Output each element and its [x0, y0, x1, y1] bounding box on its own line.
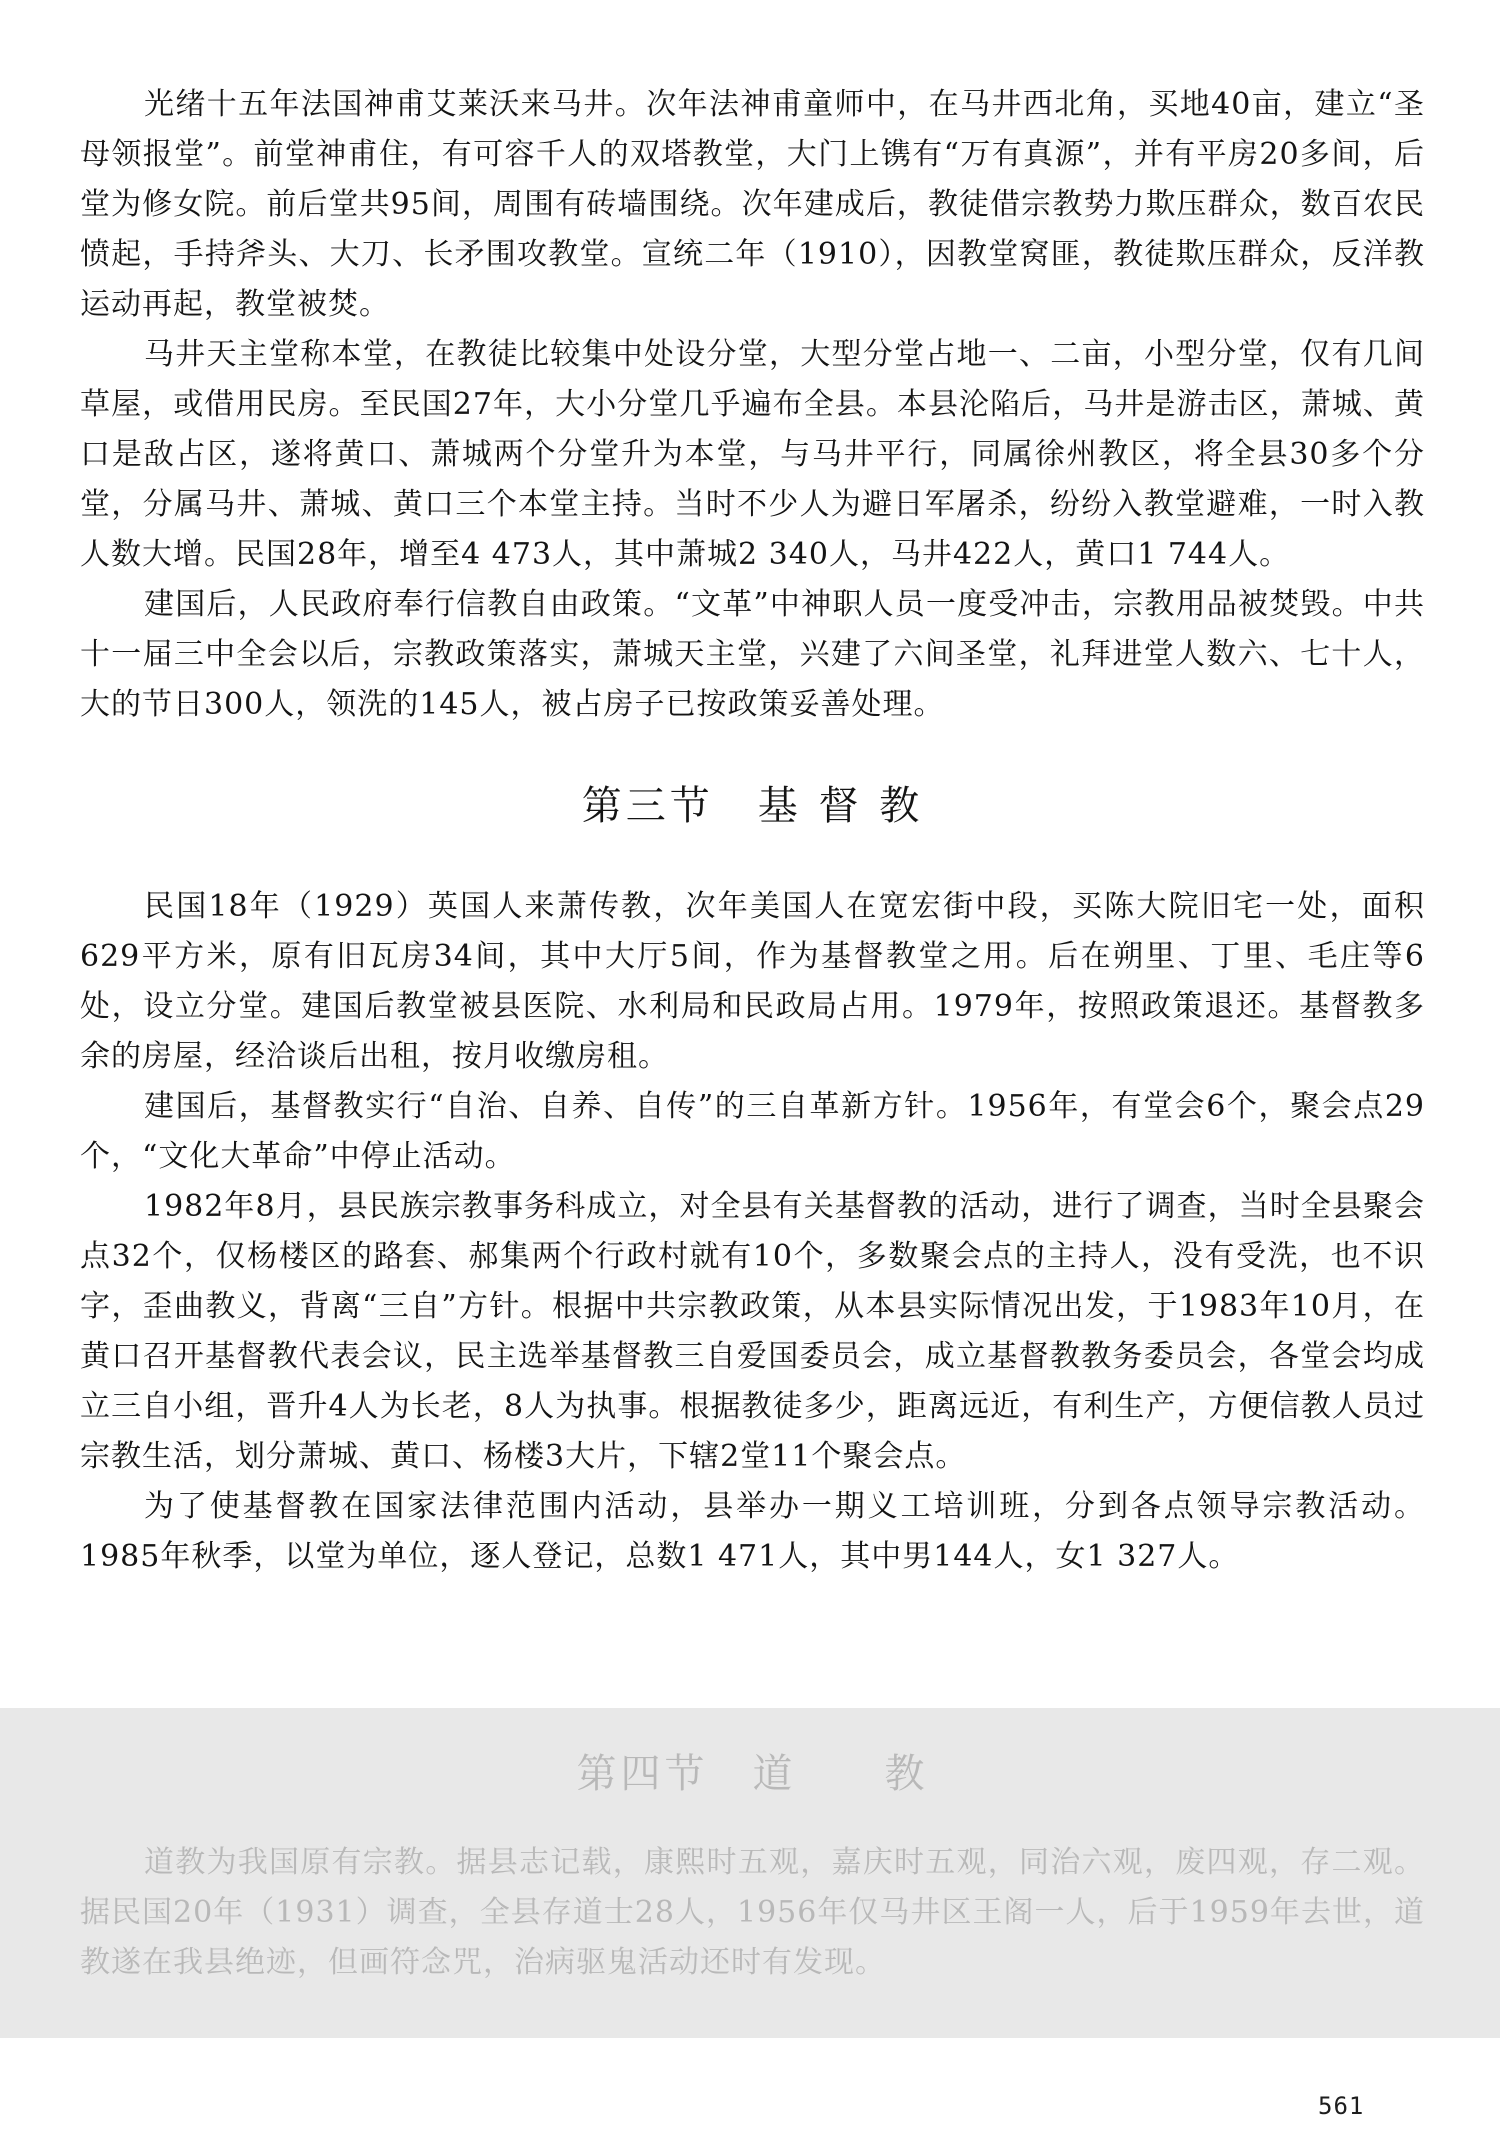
- page-content: [80, 80, 1425, 1582]
- paragraph-catholic-branches: 马井天主堂称本堂，在教徒比较集中处设分堂，大型分堂占地一、二亩，小型分堂，仅有几间草屋，或借用民房。至民国27年，大小分堂几乎遍布全县。本县沦陷后，马井是游击区，萧城、黄口是敌占区，遂将黄口、萧城两个分堂升为本堂，与马井平行，同属徐州教区，将全县30多个分堂，分属马井、萧城、黄口三个本堂主持。当时不少人为避日军屠杀，纷纷入教堂避难，一时入教人数大增。民国28年，增至4 473人，其中萧城2 340人，马井422人，黄口1 744人。: [80, 337, 1425, 572]
- paragraph-taoism: 道教为我国原有宗教。据县志记载，康熙时五观，嘉庆时五观，同治六观，废四观，存二观。据民国20年（1931）调查，全县存道士28人，1956年仅马井区王阁一人，后于1959年去世，道教遂在我县绝迹，但画符念咒，治病驱鬼活动还时有发现。: [80, 1845, 1425, 1980]
- page-number: 561: [1318, 2092, 1365, 2120]
- faded-section-content: [80, 1738, 1425, 1988]
- faded-section-band: [0, 1708, 1500, 2038]
- section-title-taoism: 第四节 道 教: [576, 1751, 929, 1797]
- paragraph-christianity-origin: 民国18年（1929）英国人来萧传教，次年美国人在宽宏街中段，买陈大院旧宅一处，面积629平方米，原有旧瓦房34间，其中大厅5间，作为基督教堂之用。后在朔里、丁里、毛庄等6处，设立分堂。建国后教堂被县医院、水利局和民政局占用。1979年，按照政策退还。基督教多余的房屋，经洽谈后出租，按月收缴房租。: [80, 889, 1425, 1074]
- paragraph-christianity-1985-registration: 为了使基督教在国家法律范围内活动，县举办一期义工培训班，分到各点领导宗教活动。1985年秋季，以堂为单位，逐人登记，总数1 471人，其中男144人，女1 327人。: [80, 1489, 1425, 1574]
- paragraph-christianity-1982-survey: 1982年8月，县民族宗教事务科成立，对全县有关基督教的活动，进行了调查，当时全县聚会点32个，仅杨楼区的路套、郝集两个行政村就有10个，多数聚会点的主持人，没有受洗，也不识字，歪曲教义，背离“三自”方针。根据中共宗教政策，从本县实际情况出发，于1983年10月，在黄口召开基督教代表会议，民主选举基督教三自爱国委员会，成立基督教教务委员会，各堂会均成立三自小组，晋升4人为长老，8人为执事。根据教徒多少，距离远近，有利生产，方便信教人员过宗教生活，划分萧城、黄口、杨楼3大片，下辖2堂11个聚会点。: [80, 1189, 1425, 1474]
- section-title-christianity: 第三节 基 督 教: [581, 783, 924, 829]
- paragraph-christianity-three-self: 建国后，基督教实行“自治、自养、自传”的三自革新方针。1956年，有堂会6个，聚会点29个，“文化大革命”中停止活动。: [80, 1089, 1425, 1174]
- spacer: [80, 730, 1425, 770]
- paragraph-catholic-history: 光绪十五年法国神甫艾莱沃来马井。次年法神甫童师中，在马井西北角，买地40亩，建立“圣母领报堂”。前堂神甫住，有可容千人的双塔教堂，大门上镌有“万有真源”，并有平房20多间，后堂为修女院。前后堂共95间，周围有砖墙围绕。次年建成后，教徒借宗教势力欺压群众，数百农民愤起，手持斧头、大刀、长矛围攻教堂。宣统二年（1910），因教堂窝匪，教徒欺压群众，反洋教运动再起，教堂被焚。: [80, 87, 1425, 322]
- spacer: [80, 842, 1425, 882]
- paragraph-catholic-post-1949: 建国后，人民政府奉行信教自由政策。“文革”中神职人员一度受冲击，宗教用品被焚毁。中共十一届三中全会以后，宗教政策落实，萧城天主堂，兴建了六间圣堂，礼拜进堂人数六、七十人，大的节日300人，领洗的145人，被占房子已按政策妥善处理。: [80, 587, 1425, 722]
